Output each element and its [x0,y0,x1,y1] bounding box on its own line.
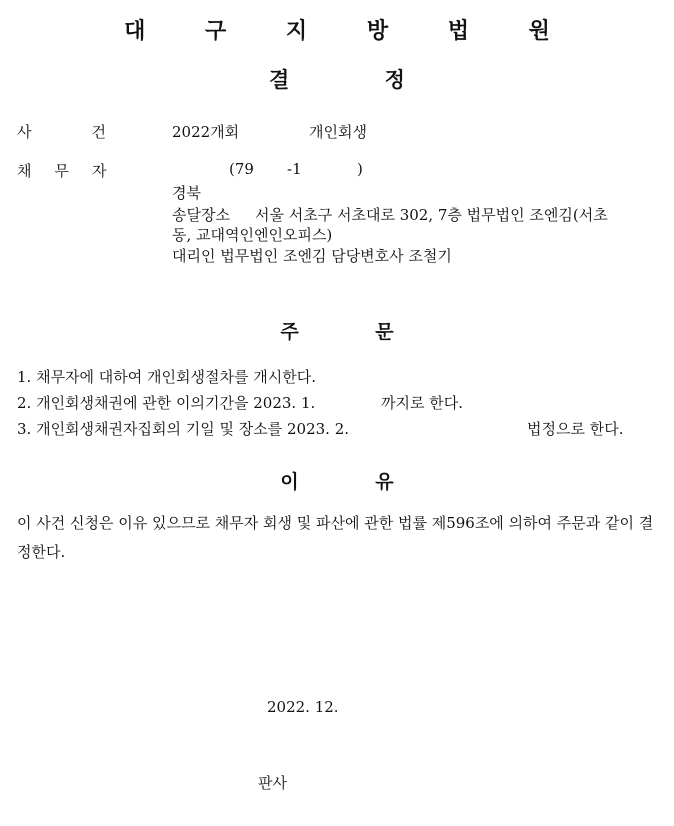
debtor-id-open: (79 [229,160,254,178]
order-item-3: 3. 개인회생채권자집회의 기일 및 장소를 2023. 2. [17,420,350,438]
court-name: 대 구 지 방 법 원 [124,19,576,44]
service-address-line1: 서울 서초구 서초대로 302, 7층 법무법인 조엔김(서초 [255,206,608,224]
order-item-3-suffix: 법정으로 한다. [527,420,624,438]
order-item-1: 1. 채무자에 대하여 개인회생절차를 개시한다. [17,368,316,386]
document-type-title: 결 정 [269,68,405,92]
order-item-2: 2. 개인회생채권에 관한 이의기간을 2023. 1. [17,394,316,412]
debtor-address: 경북 [172,184,201,202]
reason-text: 이 사건 신청은 이유 있으므로 채무자 회생 및 파산에 관한 법률 제596조에 의하여 주문과 같이 결정한다. [17,514,654,561]
decision-date: 2022. 12. [267,698,339,716]
reason-section-title: 이 유 [280,471,394,493]
case-type: 개인회생 [309,123,367,141]
judge-label: 판사 [258,774,287,792]
service-place-label: 송달장소 [172,206,230,224]
case-number: 2022개회 [172,123,240,141]
debtor-id-close: ) [357,160,363,178]
case-label: 사건 [17,123,166,141]
debtor-agent: 대리인 법무법인 조엔김 담당변호사 조철기 [172,247,452,265]
service-address-line2: 동, 교대역인엔인오피스) [172,226,333,244]
debtor-id-mid: -1 [287,160,302,178]
order-item-2-suffix: 까지로 한다. [381,394,463,412]
order-section-title: 주 문 [280,321,394,343]
debtor-label: 채무자 [17,162,130,180]
